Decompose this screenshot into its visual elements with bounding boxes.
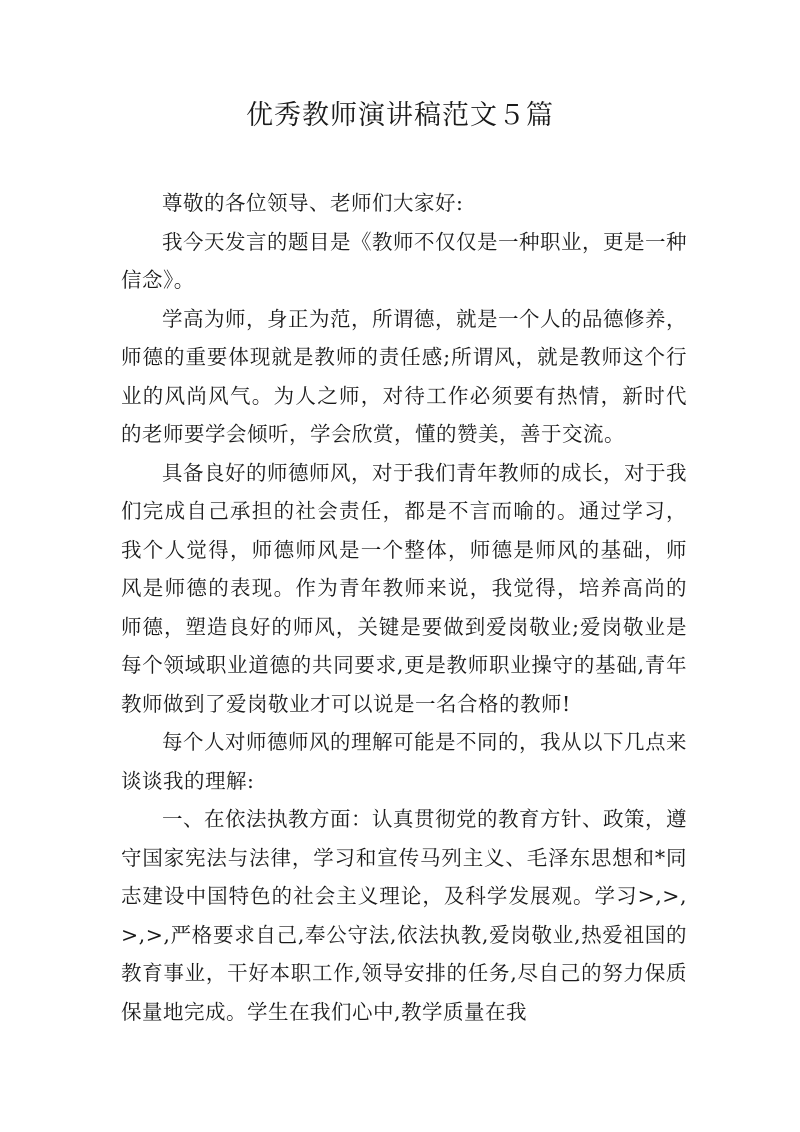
document-title: 优秀教师演讲稿范文５篇: [246, 100, 554, 131]
paragraph-greeting: 尊敬的各位领导、老师们大家好:: [162, 191, 464, 215]
paragraph-teacher-ethics: 学高为师，身正为范，所谓德，就是一个人的品德修养，师德的重要体现就是教师的责任感;所谓风，就是教师这个行业的风尚风气。为人之师，对待工作必须要有热情，新时代的老师要学会倾听，学会欣赏，懂的赞美，善于交流。: [121, 306, 687, 446]
paragraph-section-one: 一、在依法执教方面：认真贯彻党的教育方针、政策，遵守国家宪法与法律，学习和宣传马列主义、毛泽东思想和*同志建设中国特色的社会主义理论，及科学发展观。学习>,>,>,>,严格要求自己,奉公守法,依法执教,爱岗敬业,热爱祖国的教育事业，干好本职工作,领导安排的任务,尽自己的努力保质保量地完成。学生在我们心中,教学质量在我: [121, 807, 687, 1024]
paragraph-young-teachers: 具备良好的师德师风，对于我们青年教师的成长，对于我们完成自己承担的社会责任，都是不言而喻的。通过学习，我个人觉得，师德师风是一个整体，师德是师风的基础，师风是师德的表现。作为青年教师来说，我觉得，培养高尚的师德，塑造良好的师风，关键是要做到爱岗敬业;爱岗敬业是每个领域职业道德的共同要求,更是教师职业操守的基础,青年教师做到了爱岗敬业才可以说是一名合格的教师!: [121, 460, 687, 716]
document-body: [121, 184, 687, 1031]
paragraph-understanding: 每个人对师德师风的理解可能是不同的，我从以下几点来谈谈我的理解:: [121, 730, 687, 793]
paragraph-topic: 我今天发言的题目是《教师不仅仅是一种职业，更是一种信念》。: [121, 229, 687, 292]
